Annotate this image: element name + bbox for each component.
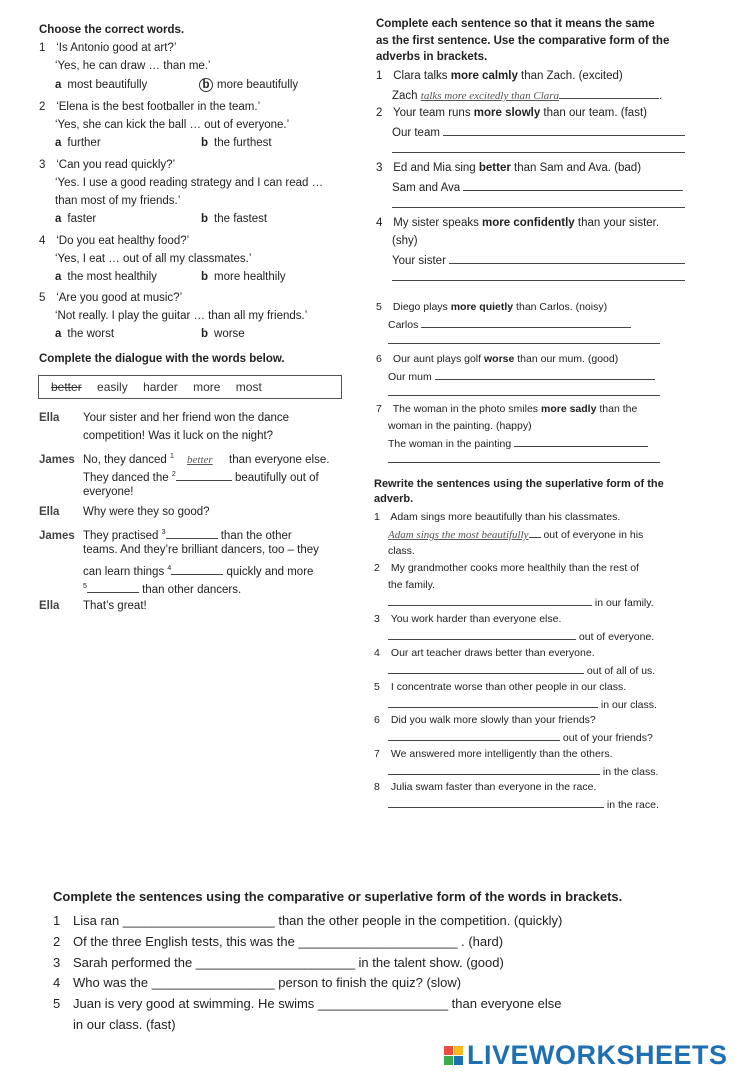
circled-answer: b [199,78,213,92]
ex4-q8: 8 Julia swam faster than everyone in the race. [374,781,597,793]
ex3-q7b: woman in the painting. (happy) [388,420,532,432]
ex4-q1: 1 Adam sings more beautifully than his classmates. [374,511,621,523]
dialogue-line-4c: can learn things $^4$ quickly and more [83,560,313,581]
ex3-q5: 5 Diego plays more quietly than Carlos. (noisy) [376,301,608,313]
ex3-blank-4b[interactable] [392,280,685,281]
ex4-blank-4[interactable] [388,662,584,674]
ex4-blank-7[interactable] [388,763,600,775]
ex3-q7: 7 The woman in the photo smiles more sadly than the [376,403,638,415]
ex3-a2: Our team [392,124,685,142]
ex4-q6: 6 Did you walk more slowly than your friends? [374,714,596,726]
blank-5[interactable] [87,581,139,593]
dialogue-line-2c: everyone! [83,486,134,498]
ex4-a8: in the race. [388,796,659,814]
word-easily: easily [97,380,128,394]
ex3-blank-4[interactable] [449,252,685,264]
footer-item-4: 4 Who was the _________________ person to finish the quiz? (slow) [53,975,462,990]
logo-square-red [444,1046,453,1055]
footer-item-2: 2 Of the three English tests, this was the ______________________ . (hard) [53,934,504,949]
ex4-q3: 3 You work harder than everyone else. [374,613,562,625]
ex1-opt1a[interactable]: a most beautifully [55,79,148,91]
word-more: more [193,380,221,394]
ex1-q5: 5 ‘Are you good at music?’ [39,292,183,304]
ex1-opt4a[interactable]: a the most healthily [55,271,157,283]
ex3-q4: 4 My sister speaks more confidently than your sister. [376,217,660,229]
word-better: better [51,380,82,394]
logo-square-green [444,1056,453,1065]
footer-item-5: 5 Juan is very good at swimming. He swims __________________ than everyone else [53,996,562,1011]
ex4-q5: 5 I concentrate worse than other people in our class. [374,681,627,693]
answer-1: better [187,453,213,466]
ex4-blank-3[interactable] [388,628,576,640]
word-most: most [235,380,262,394]
exercise4-title-2: adverb. [374,493,414,505]
dialogue-line-3: Ella Why were they so good? [39,506,210,518]
footer-item-1: 1 Lisa ran _____________________ than the other people in the competition. (quickly) [53,913,563,928]
ex3-a1: Zach talks more excitedly than Clara . [392,87,662,105]
logo-square-blue [454,1056,463,1065]
ex3-a3: Sam and Ava [392,179,683,197]
liveworksheets-logo [444,1040,728,1070]
dialogue-line-5: Ella That’s great! [39,600,147,612]
dialogue-line-2: James No, they danced $^1$ better than everyone else. [39,448,329,469]
blank-4[interactable] [171,563,223,575]
ex3-blank-6[interactable] [435,368,655,380]
ex3-a6: Our mum [388,368,655,386]
ex4-blank-6[interactable] [388,729,560,741]
word-box [38,375,342,399]
ex4-q2b: the family. [388,579,436,591]
exercise1-title: Choose the correct words. [39,24,185,36]
ex3-blank-3[interactable] [463,179,683,191]
dialogue-line-2b: They danced the $^2$ beautifully out of [83,466,319,487]
ex4-a3: out of everyone. [388,628,654,646]
ex3-blank-7b[interactable] [388,462,660,463]
ex3-blank-5[interactable] [421,316,631,328]
ex3-blank-7[interactable] [514,435,648,447]
dialogue-line-4b: teams. And they’re brilliant dancers, too – they [83,544,319,556]
footer-blank-2[interactable]: ______________________ [298,934,458,949]
dialogue-line-1b: competition! Was it luck on the night? [83,430,274,442]
ex1-q3: 3 ‘Can you read quickly?’ [39,159,176,171]
ex4-a1b: class. [388,545,415,557]
ex3-blank-2b[interactable] [392,152,685,153]
ex4-a4: out of all of us. [388,662,655,680]
logo-grid-icon [444,1046,463,1065]
ex4-a1: Adam sings the most beautifully out of everyone in his [388,526,643,544]
logo-square-yellow [454,1046,463,1055]
ex4-a5: in our class. [388,696,657,714]
footer-exercise-title: Complete the sentences using the comparative or superlative form of the words in brackets. [53,889,623,904]
ex3-q1: 1 Clara talks more calmly than Zach. (excited) [376,70,623,82]
ex1-opt3a[interactable]: a faster [55,213,97,225]
ex1-opt5b[interactable]: b worse [201,328,245,340]
ex1-a5: ‘Not really. I play the guitar … than all my friends.’ [55,310,308,322]
exercise3-title-2: as the first sentence. Use the comparative form of the [376,35,670,47]
footer-blank-5[interactable]: __________________ [317,996,449,1011]
exercise4-title-1: Rewrite the sentences using the superlative form of the [374,478,664,490]
ex3-blank-3b[interactable] [392,207,685,208]
dialogue-line-4d: $^5$ than other dancers. [83,578,241,599]
ex3-blank-2[interactable] [443,124,685,136]
ex3-blank-5b[interactable] [388,343,660,344]
logo-text: LIVEWORKSHEETS [467,1039,728,1070]
ex1-opt4b[interactable]: b more healthily [201,271,286,283]
ex3-a4: Your sister [392,252,685,270]
exercise3-title-1: Complete each sentence so that it means the same [376,18,655,30]
ex1-opt2b[interactable]: b the furthest [201,137,272,149]
ex1-a2: ‘Yes, she can kick the ball … out of everyone.’ [55,119,290,131]
ex3-a7: The woman in the painting [388,435,648,453]
ex3-blank-6b[interactable] [388,395,660,396]
ex1-a4: ‘Yes, I eat … out of all my classmates.’ [55,253,252,265]
ex4-q7: 7 We answered more intelligently than the others. [374,748,613,760]
footer-blank-4[interactable]: _________________ [151,975,275,990]
ex4-q4: 4 Our art teacher draws better than everyone. [374,647,595,659]
footer-item-5b: in our class. (fast) [73,1017,176,1032]
footer-blank-3[interactable]: ______________________ [195,955,355,970]
dialogue-line-1: Ella Your sister and her friend won the dance [39,412,290,424]
blank-2[interactable] [176,469,232,481]
exercise3-title-3: adverbs in brackets. [376,51,488,63]
answer-ex3-1: talks more excitedly than Clara [420,90,560,102]
ex4-a2: in our family. [388,594,654,612]
ex1-opt2a[interactable]: a further [55,137,101,149]
ex1-a1: ‘Yes, he can draw … than me.’ [55,60,211,72]
blank-3[interactable] [166,527,218,539]
exercise2-title: Complete the dialogue with the words below. [39,353,285,365]
ex3-a5: Carlos [388,316,631,334]
ex1-a3: ‘Yes. I use a good reading strategy and I can read … [55,177,324,189]
ex1-a3b: than most of my friends.’ [55,195,181,207]
ex1-opt1b[interactable]: b more beautifully [199,77,298,94]
ex3-q6: 6 Our aunt plays golf worse than our mum. (good) [376,353,619,365]
ex3-q2: 2 Your team runs more slowly than our team. (fast) [376,107,647,119]
ex4-a6: out of your friends? [388,729,653,747]
word-harder: harder [143,380,178,394]
ex1-opt5a[interactable]: a the worst [55,328,115,340]
ex4-blank-8[interactable] [388,796,604,808]
dialogue-line-4: James They practised $^3$ than the other [39,524,292,545]
ex3-q3: 3 Ed and Mia sing better than Sam and Ava. (bad) [376,162,642,174]
ex3-q4b: (shy) [392,235,418,247]
footer-blank-1[interactable]: _____________________ [122,913,275,928]
ex4-blank-2[interactable] [388,594,592,606]
ex1-q1: 1 ‘Is Antonio good at art?’ [39,42,177,54]
ex1-q4: 4 ‘Do you eat healthy food?’ [39,235,190,247]
footer-item-3: 3 Sarah performed the ______________________ in the talent show. (good) [53,955,504,970]
ex4-a7: in the class. [388,763,658,781]
answer-ex4-1: Adam sings the most beautifully [388,529,529,541]
ex1-q2: 2 ‘Elena is the best footballer in the team.’ [39,101,261,113]
ex4-blank-5[interactable] [388,696,598,708]
ex4-q2: 2 My grandmother cooks more healthily than the rest of [374,562,639,574]
ex1-opt3b[interactable]: b the fastest [201,213,268,225]
